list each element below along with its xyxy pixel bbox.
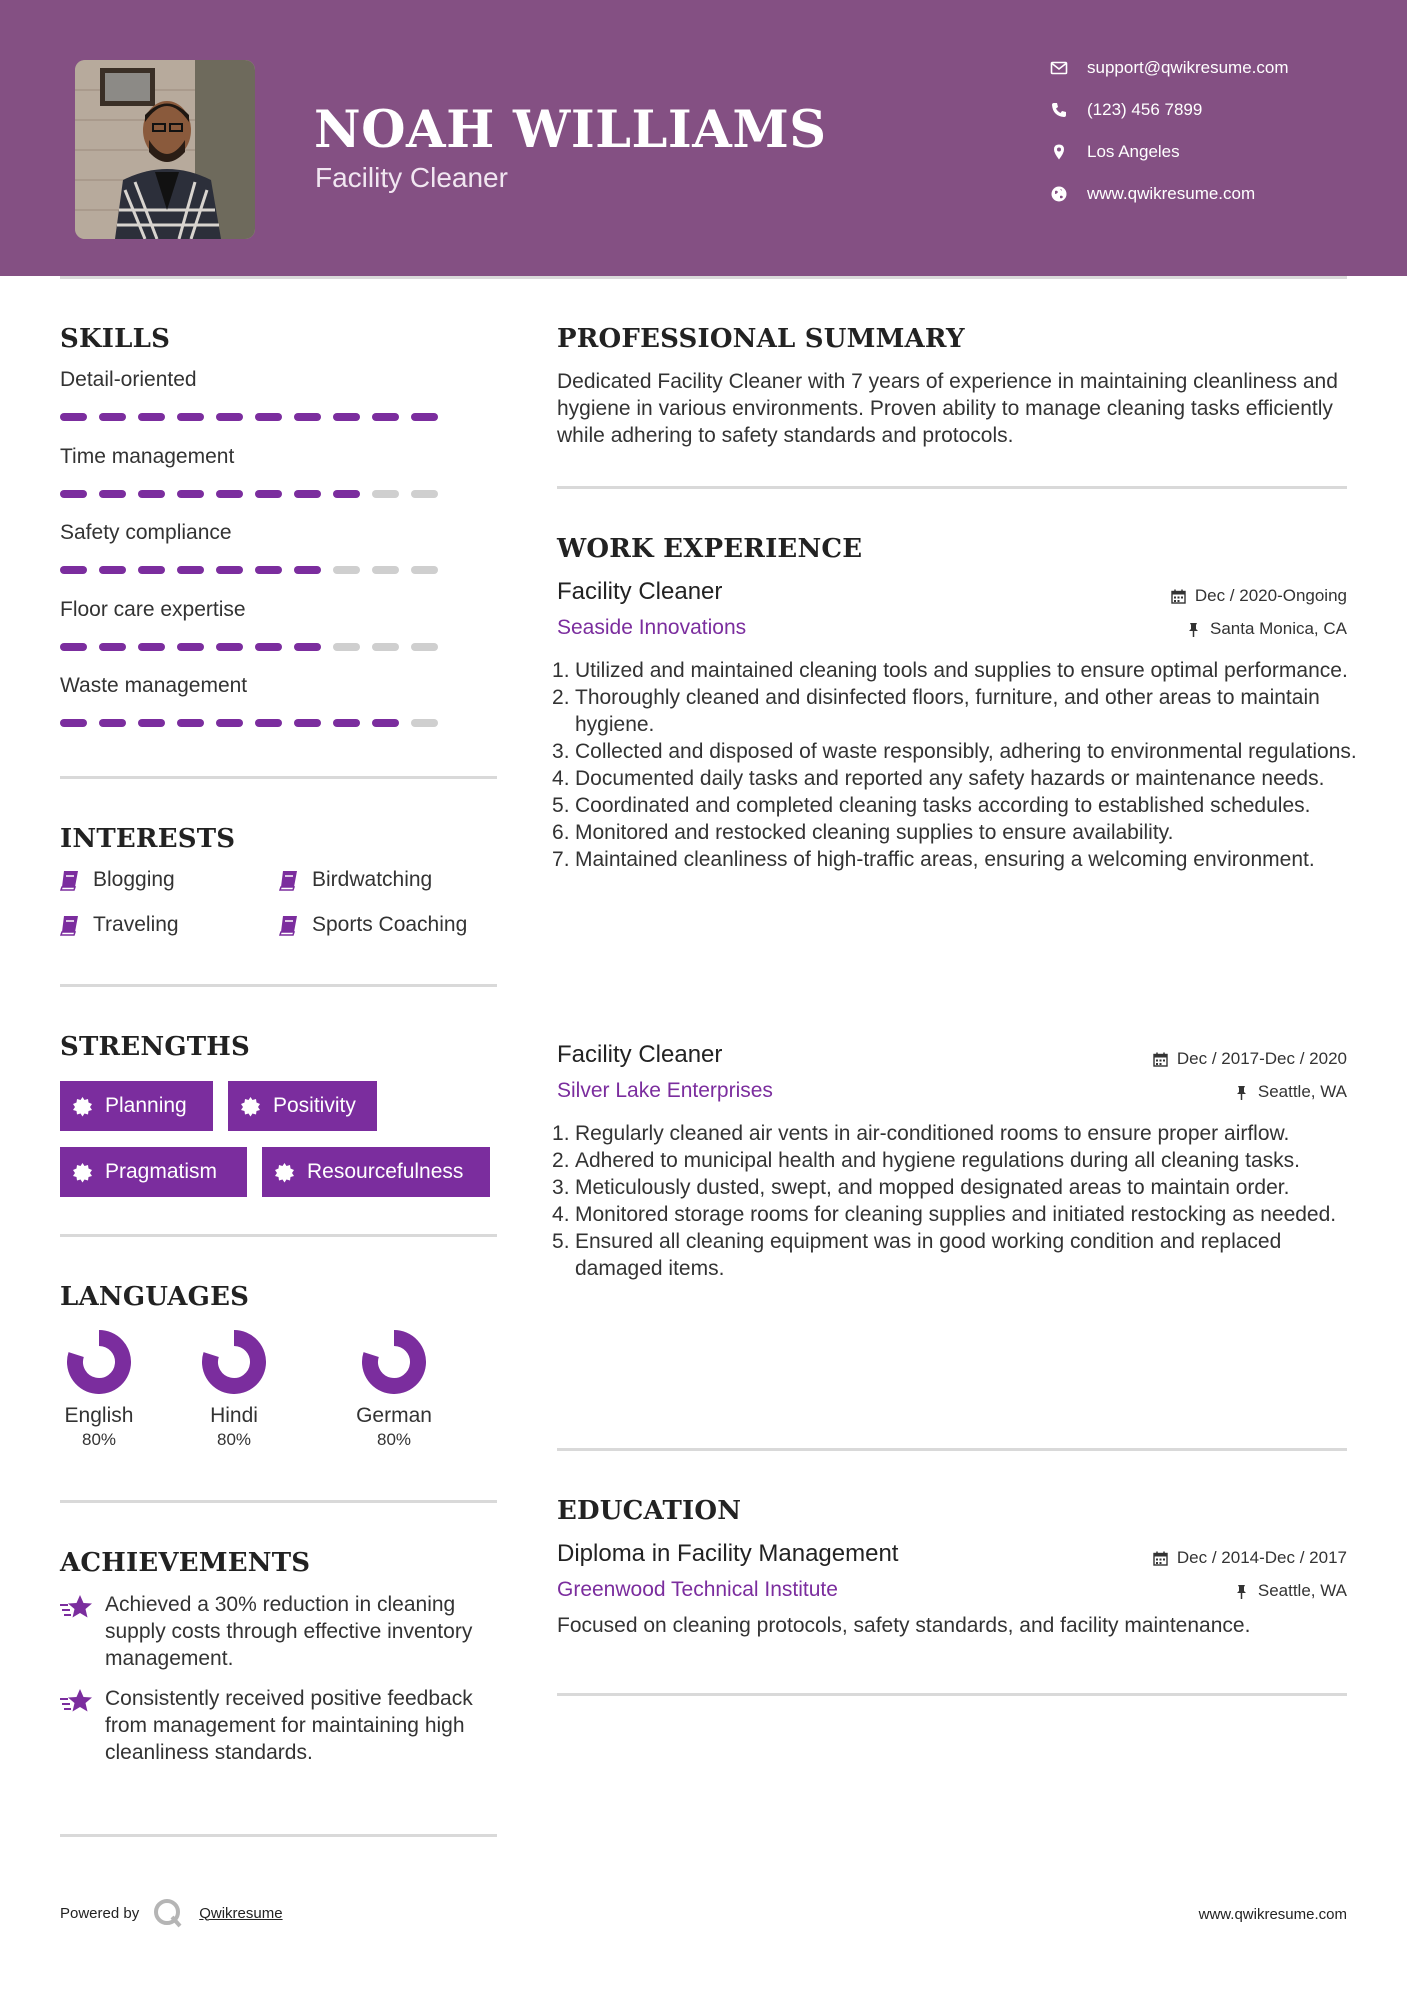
achievement-item: Achieved a 30% reduction in cleaning supply costs through effective inventory management. (60, 1591, 500, 1672)
responsibility-item: Meticulously dusted, swept, and mopped designated areas to maintain order. (575, 1176, 1290, 1199)
skill-level-dash (216, 413, 243, 421)
skill-level-bar (60, 490, 438, 498)
skill-level-dash (294, 413, 321, 421)
book-icon (60, 914, 80, 936)
candidate-title: Facility Cleaner (315, 162, 508, 193)
pushpin-icon (1234, 1584, 1249, 1599)
skill-level-dash (60, 719, 87, 727)
skill-level-dash (177, 566, 204, 574)
skills-heading: SKILLS (60, 324, 171, 354)
divider (60, 1834, 497, 1837)
skill-level-dash (177, 490, 204, 498)
skill-label: Time management (60, 444, 235, 468)
pushpin-icon (1234, 1085, 1249, 1100)
summary-heading: PROFESSIONAL SUMMARY (557, 324, 965, 354)
skill-level-dash (333, 490, 360, 498)
location-pin-icon (1050, 143, 1068, 161)
skill-level-dash (216, 566, 243, 574)
responsibility-item: Monitored storage rooms for cleaning supplies and initiated restocking as needed. (575, 1203, 1337, 1226)
skill-level-dash (177, 413, 204, 421)
skill-level-bar (60, 719, 438, 727)
language-item: Hindi 80% (179, 1330, 289, 1450)
calendar-icon (1153, 1551, 1168, 1566)
divider (60, 776, 497, 779)
qwikresume-link[interactable]: Qwikresume (199, 1904, 283, 1922)
skill-level-bar (60, 566, 438, 574)
language-progress-arc (75, 1338, 123, 1386)
skill-level-dash (411, 490, 438, 498)
responsibility-item: Coordinated and completed cleaning tasks according to established schedules. (575, 794, 1311, 817)
contact-website[interactable]: www.qwikresume.com (1050, 182, 1068, 206)
skill-level-dash (99, 490, 126, 498)
strength-tag: Resourcefulness (262, 1147, 490, 1197)
skill-level-dash (294, 490, 321, 498)
skill-level-dash (60, 490, 87, 498)
skill-level-dash (255, 719, 282, 727)
header-banner (0, 0, 1407, 276)
globe-icon (1050, 185, 1068, 203)
job-title: Facility Cleaner (557, 1041, 723, 1068)
interest-item: Birdwatching (279, 868, 432, 892)
book-icon (279, 869, 299, 891)
skill-level-dash (99, 719, 126, 727)
contact-email[interactable]: support@qwikresume.com (1050, 56, 1068, 80)
language-progress-arc (210, 1338, 258, 1386)
job-location: Seattle, WA (1234, 1082, 1347, 1102)
responsibility-item: Adhered to municipal health and hygiene regulations during all cleaning tasks. (575, 1149, 1300, 1172)
strength-tag: Planning (60, 1081, 213, 1131)
skill-level-dash (216, 490, 243, 498)
responsibilities-list (575, 1120, 1365, 1282)
skill-level-dash (138, 719, 165, 727)
calendar-icon (1171, 589, 1186, 604)
school-name: Greenwood Technical Institute (557, 1578, 838, 1601)
interest-item: Traveling (60, 913, 179, 937)
skill-level-dash (333, 413, 360, 421)
responsibility-item: Thoroughly cleaned and disinfected floors, furniture, and other areas to maintain hygiene. (575, 686, 1320, 736)
skill-level-dash (411, 643, 438, 651)
job-dates: Dec / 2020-Ongoing (1171, 586, 1347, 606)
skill-level-dash (333, 643, 360, 651)
interest-item: Blogging (60, 868, 175, 892)
degree-title: Diploma in Facility Management (557, 1540, 899, 1567)
divider (557, 1693, 1347, 1696)
skill-level-dash (372, 490, 399, 498)
responsibility-item: Regularly cleaned air vents in air-conditioned rooms to ensure proper airflow. (575, 1122, 1290, 1145)
skill-level-dash (333, 719, 360, 727)
skill-level-dash (333, 566, 360, 574)
job-location: Santa Monica, CA (1186, 619, 1347, 639)
responsibility-item: Documented daily tasks and reported any safety hazards or maintenance needs. (575, 767, 1325, 790)
badge-icon (274, 1162, 295, 1183)
skill-level-dash (99, 643, 126, 651)
languages-heading: LANGUAGES (60, 1282, 250, 1312)
book-icon (279, 914, 299, 936)
company-name: Seaside Innovations (557, 616, 747, 639)
skill-level-dash (372, 566, 399, 574)
skill-level-dash (411, 566, 438, 574)
header-divider (60, 276, 1347, 279)
skill-level-dash (99, 413, 126, 421)
language-item: English 80% (44, 1330, 154, 1450)
responsibility-item: Monitored and restocked cleaning supplies to ensure availability. (575, 821, 1174, 844)
skill-level-dash (60, 413, 87, 421)
badge-icon (72, 1096, 93, 1117)
skill-label: Floor care expertise (60, 597, 246, 621)
pushpin-icon (1186, 622, 1201, 637)
education-heading: EDUCATION (557, 1496, 742, 1526)
strength-tag: Positivity (228, 1081, 377, 1131)
company-name: Silver Lake Enterprises (557, 1079, 773, 1102)
skill-label: Safety compliance (60, 521, 232, 544)
skill-level-bar (60, 643, 438, 651)
language-progress-ring (67, 1330, 131, 1394)
skill-label: Waste management (60, 674, 248, 697)
skill-level-dash (294, 643, 321, 651)
star-icon (60, 1593, 94, 1623)
skill-level-dash (138, 566, 165, 574)
skill-level-dash (255, 643, 282, 651)
skill-level-dash (216, 643, 243, 651)
responsibility-item: Collected and disposed of waste responsibly, adhering to environmental regulations. (575, 740, 1357, 763)
skill-level-dash (372, 643, 399, 651)
strengths-heading: STRENGTHS (60, 1032, 251, 1062)
skill-level-dash (411, 413, 438, 421)
skill-level-dash (138, 490, 165, 498)
badge-icon (240, 1096, 261, 1117)
achievements-heading: ACHIEVEMENTS (60, 1548, 311, 1578)
achievement-item: Consistently received positive feedback from management for maintaining high cleanliness standards. (60, 1685, 500, 1766)
language-item: German 80% (339, 1330, 449, 1450)
skill-level-dash (294, 719, 321, 727)
skill-level-dash (294, 566, 321, 574)
badge-icon (72, 1162, 93, 1183)
skill-level-dash (138, 643, 165, 651)
skill-level-dash (138, 413, 165, 421)
job-dates: Dec / 2017-Dec / 2020 (1153, 1049, 1347, 1069)
skill-level-dash (177, 719, 204, 727)
skill-level-dash (60, 643, 87, 651)
skill-label: Detail-oriented (60, 368, 197, 391)
skill-level-dash (255, 566, 282, 574)
footer-powered-by: Powered by Qwikresume (60, 1898, 283, 1928)
skill-level-dash (372, 719, 399, 727)
language-progress-arc (370, 1338, 418, 1386)
summary-text: Dedicated Facility Cleaner with 7 years of experience in maintaining cleanliness and hygiene in various environments. Proven ability to manage cleaning tasks efficiently while adhering to safety standards and protocols. (557, 370, 1338, 447)
footer-website[interactable]: www.qwikresume.com (1198, 1906, 1347, 1923)
star-icon (60, 1687, 94, 1717)
education-description: Focused on cleaning protocols, safety standards, and facility maintenance. (557, 1614, 1251, 1637)
divider (60, 984, 497, 987)
responsibilities-list (575, 657, 1365, 873)
book-icon (60, 869, 80, 891)
divider (60, 1234, 497, 1237)
language-progress-ring (202, 1330, 266, 1394)
skill-level-dash (60, 566, 87, 574)
divider (557, 486, 1347, 489)
skill-level-dash (216, 719, 243, 727)
education-dates: Dec / 2014-Dec / 2017 (1153, 1548, 1347, 1568)
profile-photo (75, 60, 255, 239)
contact-location: Los Angeles (1050, 140, 1068, 164)
contact-phone[interactable]: (123) 456 7899 (1050, 98, 1068, 122)
candidate-name: NOAH WILLIAMS (314, 100, 827, 160)
calendar-icon (1153, 1052, 1168, 1067)
education-location: Seattle, WA (1234, 1581, 1347, 1601)
skill-level-dash (255, 413, 282, 421)
skill-level-bar (60, 413, 438, 421)
strength-tag: Pragmatism (60, 1147, 247, 1197)
responsibility-item: Ensured all cleaning equipment was in good working condition and replaced damaged items. (575, 1230, 1282, 1280)
skill-level-dash (255, 490, 282, 498)
job-title: Facility Cleaner (557, 578, 723, 605)
envelope-icon (1050, 59, 1068, 77)
skill-level-dash (372, 413, 399, 421)
responsibility-item: Utilized and maintained cleaning tools and supplies to ensure optimal performance. (575, 659, 1348, 682)
divider (60, 1500, 497, 1503)
interests-heading: INTERESTS (60, 824, 236, 854)
skill-level-dash (411, 719, 438, 727)
language-progress-ring (362, 1330, 426, 1394)
responsibility-item: Maintained cleanliness of high-traffic areas, ensuring a welcoming environment. (575, 848, 1315, 871)
skill-level-dash (177, 643, 204, 651)
skill-level-dash (99, 566, 126, 574)
qwikresume-logo-icon (153, 1898, 183, 1928)
phone-icon (1050, 101, 1068, 119)
experience-heading: WORK EXPERIENCE (557, 534, 863, 564)
interest-item: Sports Coaching (279, 913, 467, 937)
divider (557, 1448, 1347, 1451)
